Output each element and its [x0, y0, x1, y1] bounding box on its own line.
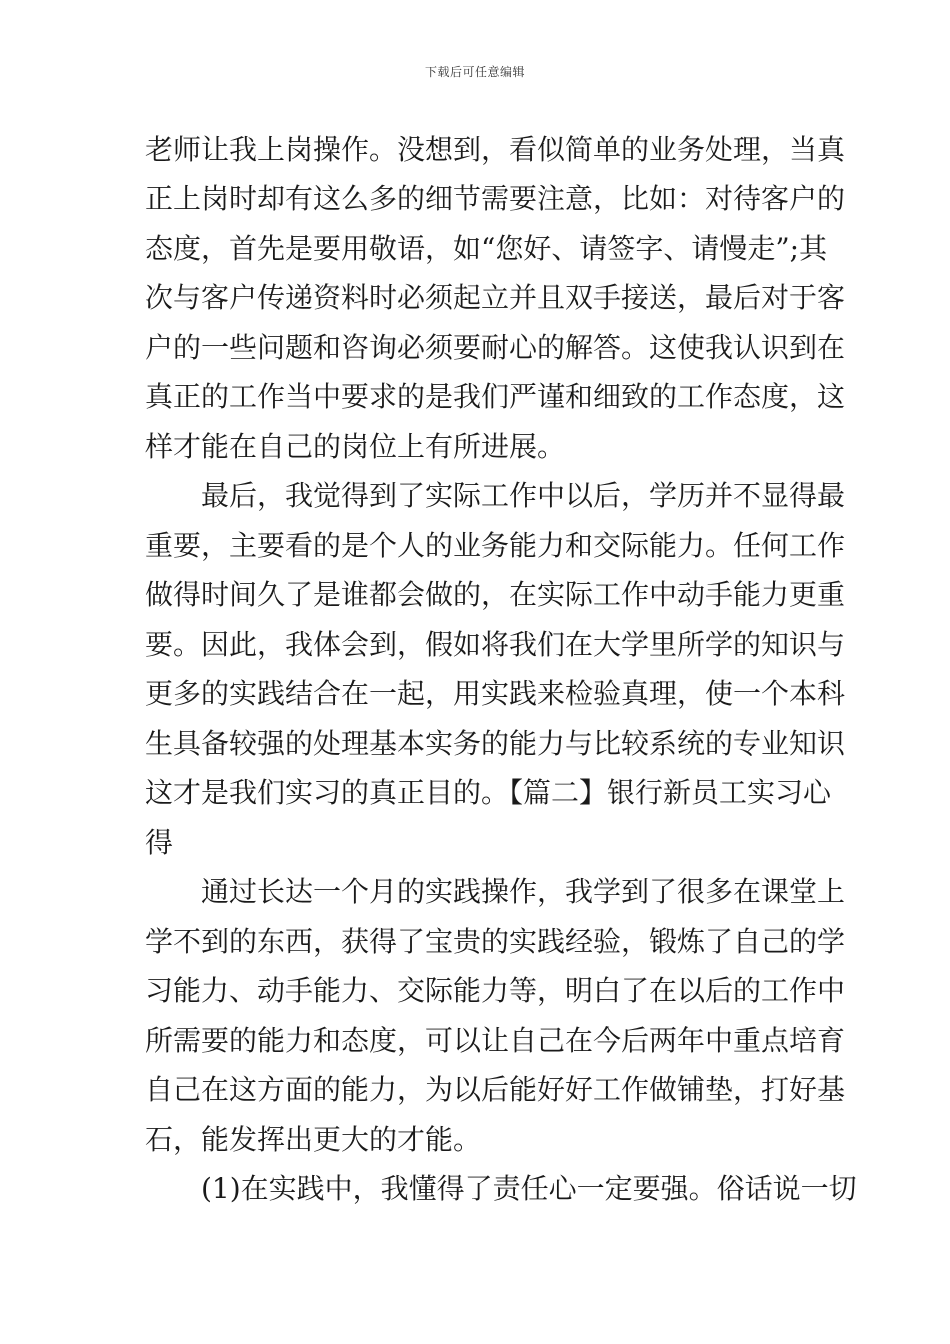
body-line: 习能力、动手能力、交际能力等，明白了在以后的工作中	[145, 974, 846, 1007]
body-line: 样才能在自己的岗位上有所进展。	[145, 430, 566, 463]
body-line: 态度，首先是要用敬语，如“您好、请签字、请慢走”;其	[145, 232, 828, 265]
body-line: 这才是我们实习的真正目的。【篇二】银行新员工实习心	[145, 776, 832, 809]
body-line: 更多的实践结合在一起，用实践来检验真理，使一个本科	[145, 677, 846, 710]
paragraph-start-line: 通过长达一个月的实践操作，我学到了很多在课堂上	[201, 875, 846, 908]
body-line: 自己在这方面的能力，为以后能好好工作做铺垫，打好基	[145, 1073, 846, 1106]
body-line: 得	[145, 826, 174, 859]
body-line: 户的一些问题和咨询必须要耐心的解答。这使我认识到在	[145, 331, 846, 364]
body-line: 做得时间久了是谁都会做的，在实际工作中动手能力更重	[145, 578, 846, 611]
body-line: 老师让我上岗操作。没想到，看似简单的业务处理，当真	[145, 133, 846, 166]
body-line: 要。因此，我体会到，假如将我们在大学里所学的知识与	[145, 628, 846, 661]
body-line: 次与客户传递资料时必须起立并且双手接送，最后对于客	[145, 281, 846, 314]
body-line: 正上岗时却有这么多的细节需要注意，比如：对待客户的	[145, 182, 846, 215]
body-line: 重要，主要看的是个人的业务能力和交际能力。任何工作	[145, 529, 846, 562]
paragraph-start-line: (1)在实践中，我懂得了责任心一定要强。俗话说一切	[201, 1172, 857, 1205]
page-header: 下载后可任意编辑	[424, 65, 525, 79]
body-line: 石，能发挥出更大的才能。	[145, 1123, 482, 1156]
body-line: 所需要的能力和态度，可以让自己在今后两年中重点培育	[145, 1024, 846, 1057]
body-line: 生具备较强的处理基本实务的能力与比较系统的专业知识	[145, 727, 846, 760]
body-line: 真正的工作当中要求的是我们严谨和细致的工作态度，这	[145, 380, 846, 413]
body-line: 学不到的东西，获得了宝贵的实践经验，锻炼了自己的学	[145, 925, 846, 958]
paragraph-start-line: 最后，我觉得到了实际工作中以后，学历并不显得最	[201, 479, 846, 512]
